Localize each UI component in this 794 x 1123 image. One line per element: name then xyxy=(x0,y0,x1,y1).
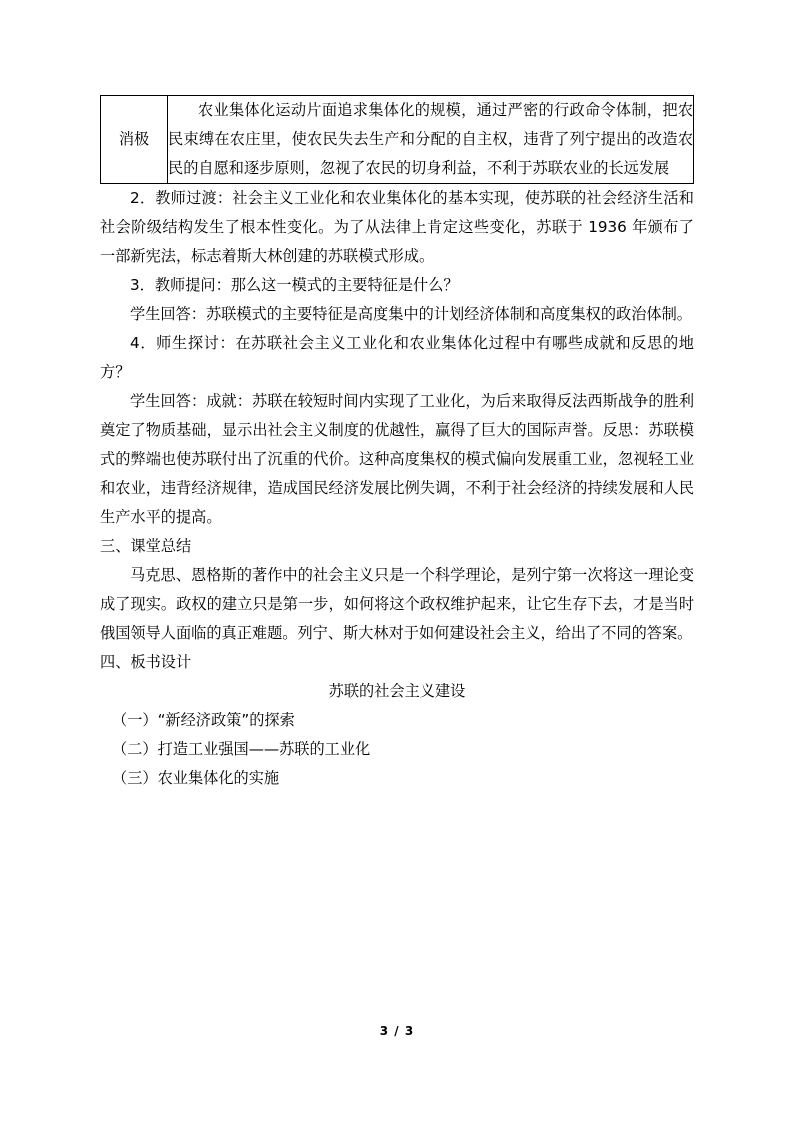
board-title: 苏联的社会主义建设 xyxy=(328,682,466,700)
paragraph-student-answer-1: 学生回答：苏联模式的主要特征是高度集中的计划经济体制和高度集权的政治体制。 xyxy=(130,305,692,323)
table-text: 农业集体化运动片面追求集体化的规模，通过严密的行政命令体制，把农民束缚在农庄里，使农民失去生产和分配的自主权，违背了列宁提出的改造农民的自愿和逐步原则，忽视了农民的切身利益，不利于苏联农业的长远发展 xyxy=(168,101,693,177)
paragraph-summary: 马克思、恩格斯的著作中的社会主义只是一个科学理论，是列宁第一次将这一理论变成了现实。政权的建立只是第一步，如何将这个政权维护起来，让它生存下去，才是当时俄国领导人面临的真正难题。列宁、斯大林对于如何建设社会主义，给出了不同的答案。 xyxy=(100,566,694,642)
table-label-cell: 消极 xyxy=(101,96,168,184)
board-item-1: （一）“新经济政策”的探索 xyxy=(112,711,295,729)
section-heading-summary: 三、课堂总结 xyxy=(100,537,192,555)
paragraph-discussion: 4．师生探讨：在苏联社会主义工业化和农业集体化过程中有哪些成就和反思的地方？ xyxy=(100,334,694,381)
paragraph-teacher-question: 3．教师提问：那么这一模式的主要特征是什么？ xyxy=(130,276,459,294)
board-item-3: （三）农业集体化的实施 xyxy=(112,769,280,787)
page-content xyxy=(100,95,694,793)
paragraph-student-answer-2: 学生回答：成就：苏联在较短时间内实现了工业化，为后来取得反法西斯战争的胜利奠定了物质基础，显示出社会主义制度的优越性，赢得了巨大的国际声誉。反思：苏联模式的弊端也使苏联付出了沉重的代价。这种高度集权的模式偏向发展重工业，忽视轻工业和农业，违背经济规律，造成国民经济发展比例失调，不利于社会经济的持续发展和人民生产水平的提高。 xyxy=(100,392,694,526)
board-item-2: （二）打造工业强国——苏联的工业化 xyxy=(112,740,371,758)
evaluation-table xyxy=(100,95,694,184)
paragraph-teacher-transition: 2．教师过渡：社会主义工业化和农业集体化的基本实现，使苏联的社会经济生活和社会阶级结构发生了根本性变化。为了从法律上肯定这些变化，苏联于 1936 年颁布了一部新宪法，标志着斯大林创建的苏联模式形成。 xyxy=(100,189,694,265)
section-heading-board: 四、板书设计 xyxy=(100,653,192,671)
page-number: 3 / 3 xyxy=(379,1024,415,1038)
table-text-cell xyxy=(168,96,694,184)
table-row xyxy=(101,96,694,184)
